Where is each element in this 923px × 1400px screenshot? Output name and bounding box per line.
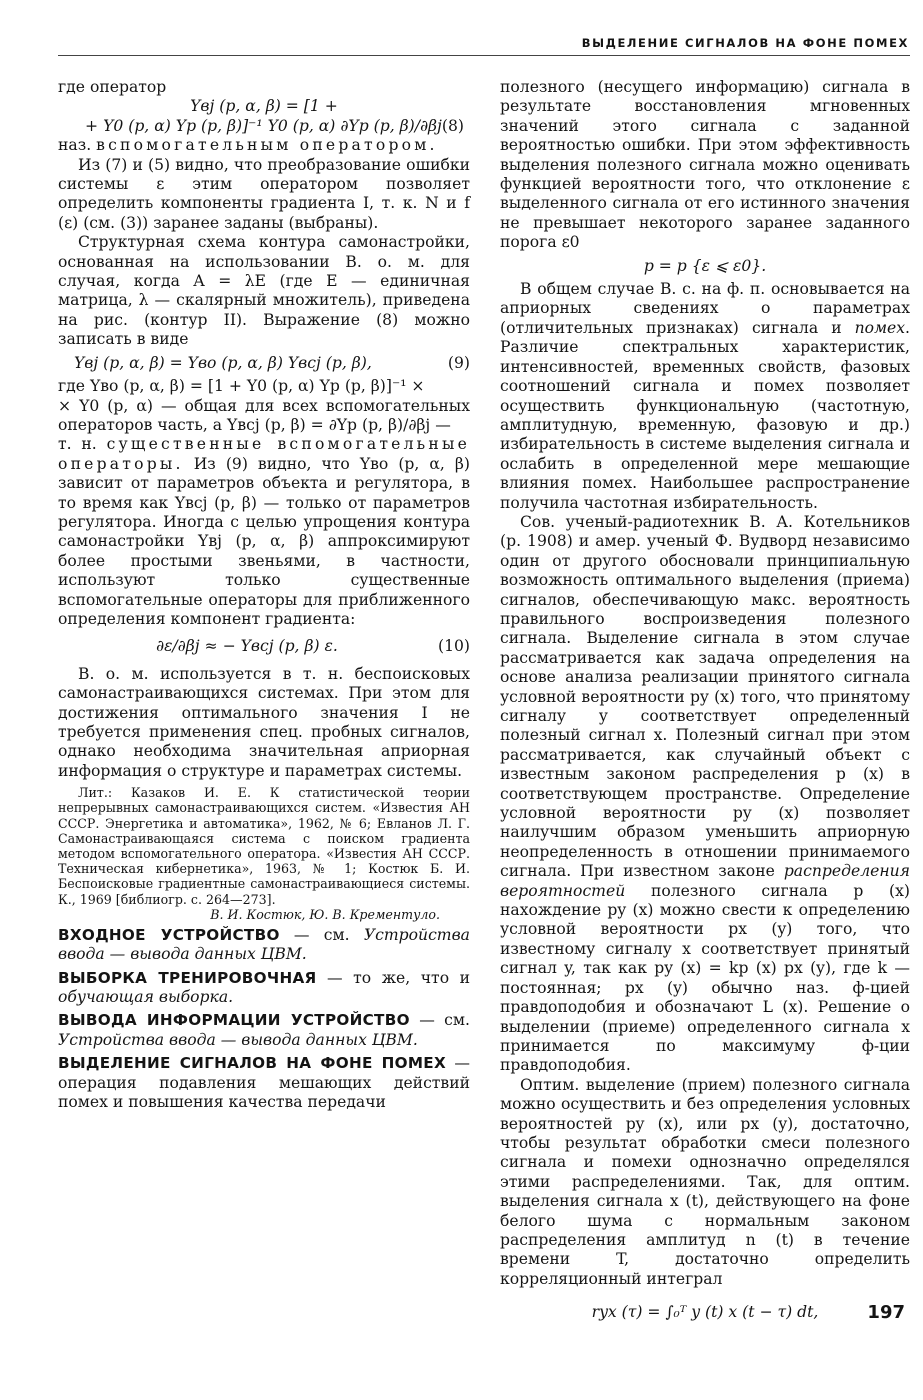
equation-number: (10) bbox=[437, 637, 470, 656]
paragraph bbox=[500, 280, 910, 513]
entry-headword: ВЫДЕЛЕНИЕ СИГНАЛОВ НА ФОНЕ ПОМЕХ bbox=[58, 1054, 446, 1073]
formula-10 bbox=[58, 637, 470, 656]
equation-number: (9) bbox=[447, 353, 470, 372]
paragraph bbox=[58, 136, 470, 155]
text-run: Сов. ученый-радиотехник В. А. Котельников (р. 1908) и амер. ученый Ф. Вудворд независимо один от другого обосновали принципиальную возможность оптимального выделения (приема) сигналов, обеспечивающую макс. вероятность правильного воспроизведения полезного сигнала. Выделение сигнала в этом случае рассматривается как задача определения на основе анализа реализации принятого сигнала условной вероятности py (x) того, что принятому сигналу y соответствует определенный полезный сигнал x. Полезный сигнал при этом рассматривается, как случайный объект с известным законом распределения p (x) в соответствующем пространстве. Определение условной вероятности py (x) позволяет наилучшим образом уменьшить априорную неопределенность в отношении принимаемого сигнала. При известном законе bbox=[500, 512, 910, 881]
formula-9 bbox=[58, 354, 470, 373]
formula-8-line2 bbox=[58, 117, 470, 136]
formula-9-body: Yвj (p, α, β) = Yво (p, α, β) Yвсj (p, β), bbox=[74, 353, 372, 372]
page-number: 197 bbox=[867, 1302, 905, 1323]
header-rule bbox=[58, 55, 910, 56]
text-run: В общем случае В. с. на ф. п. основывается на априорных сведениях о параметрах (отличительных признаках) сигнала и bbox=[500, 280, 910, 337]
paragraph bbox=[500, 513, 910, 1076]
text-run: т. н. bbox=[58, 435, 97, 454]
cross-reference[interactable]: обучающая выборка. bbox=[58, 988, 234, 1007]
formula-probability: p = p {ε ⩽ ε0}. bbox=[643, 256, 767, 275]
entry-text: — см. bbox=[409, 1011, 470, 1030]
cross-reference[interactable]: Устройства ввода — вывода данных ЦВМ. bbox=[58, 1030, 418, 1049]
spaced-term: существенные вспомогательные операторы. bbox=[58, 435, 471, 473]
paragraph: × Y0 (p, α) — общая для всех вспомогательных операторов часть, а Yвсj (p, β) = ∂Yp (p, β)/∂βj — bbox=[58, 396, 470, 434]
entry-headword: ВЫБОРКА ТРЕНИРОВОЧНАЯ bbox=[58, 968, 317, 987]
paragraph: полезного (несущего информацию) сигнала в результате восстановления мгновенных значений этого сигнала с заданной вероятностью ошибки. При этом эффективность выделения полезного сигнала можно оценивать функцией вероятности того, что отклонение ε выделенного сигнала от его истинного значения не превышает некоторого заранее заданного порога ε0 bbox=[500, 78, 910, 252]
authors: В. И. Костюк, Ю. В. Крементуло. bbox=[210, 906, 440, 922]
paragraph bbox=[58, 435, 470, 629]
entry-text: — то же, что и bbox=[316, 968, 470, 987]
text-run: . Различие спектральных характеристик, интенсивностей, временных свойств, фазовых соотношений сигнала и помех позволяет осуществить функциональную (частотную, амплитудную, временную, фазовую и др.) избирательность в системе выделения сигнала и ослабить в определенной мере мешающие влияния помех. Наибольшее распространение получила частотная избирательность. bbox=[500, 318, 910, 512]
formula-10-body: ∂ε/∂βj ≈ − Yвсj (p, β) ε. bbox=[156, 637, 338, 656]
dictionary-entry bbox=[58, 1054, 470, 1112]
paragraph: В. о. м. используется в т. н. беспоисковых самонастраивающихся системах. При этом для достижения оптимального значения I не требуется применения спец. пробных сигналов, однако необходима значительная априорная информация о структуре и параметрах системы. bbox=[58, 664, 470, 780]
dictionary-entry bbox=[58, 926, 470, 965]
paragraph: где Yво (p, α, β) = [1 + Y0 (p, α) Yp (p, β)]⁻¹ × bbox=[58, 377, 425, 396]
text-run: полезного сигнала p (x) нахождение py (x) можно свести к определению условной вероятности px (y) того, что известному сигналу x соответствует принятый сигнал y, так как py (x) = kp (x) px (y), где k — постоянная; px (y) обычно наз. ф-цией правдоподобия и обозначают L (x). Решение о выделении (приеме) определенного сигнала x принимается по максимуму ф-ции правдоподобия. bbox=[500, 881, 910, 1075]
text-run: наз. bbox=[58, 136, 92, 155]
dictionary-entry bbox=[58, 969, 470, 1008]
cross-reference[interactable]: Устройства ввода — вывода данных ЦВМ. bbox=[58, 925, 470, 964]
cross-reference[interactable]: помех bbox=[854, 318, 906, 337]
paragraph: Оптим. выделение (прием) полезного сигнала можно осуществить и без определения условных вероятностей py (x), или px (y), достаточно, чтобы результат обработки смеси полезного сигнала и помехи однозначно определялся этими распределениями. Так, для оптим. выделения сигнала x (t), действующего на фоне белого шума с нормальным законом распределения амплитуд n (t) в течение времени T, достаточно определить корреляционный интеграл bbox=[500, 1075, 910, 1288]
running-head: ВЫДЕЛЕНИЕ СИГНАЛОВ НА ФОНЕ ПОМЕХ bbox=[581, 36, 909, 50]
cross-reference[interactable]: распределения вероятностей bbox=[500, 862, 910, 900]
formula-8-line1: Yвj (p, α, β) = [1 + bbox=[190, 97, 338, 116]
dictionary-entry bbox=[58, 1011, 470, 1050]
entry-text: — см. bbox=[279, 925, 364, 944]
paragraph: где оператор bbox=[58, 78, 167, 96]
text-run: Из (9) видно, что Yво (p, α, β) зависит от параметров объекта и регулятора, в то время как Yвсj (p, β) — только от параметров регулятора. Иногда с целью упрощения контура самонастройки Yвj (p, α, β) аппроксимируют более простыми звеньями, в частности, используют только существенные вспомогательные операторы для приближенного определения компонент градиента: bbox=[58, 454, 470, 628]
equation-number: (8) bbox=[441, 116, 464, 135]
entry-headword: ВХОДНОЕ УСТРОЙСТВО bbox=[58, 925, 280, 944]
right-column bbox=[500, 78, 910, 1323]
paragraph: Из (7) и (5) видно, что преобразование ошибки системы ε этим оператором позволяет определить компоненты градиента I, т. к. N и f (ε) (см. (3)) заранее заданы (выбраны). bbox=[58, 155, 470, 232]
literature-list: Лит.: Казаков И. Е. К статистической теории непрерывных самонастраивающихся систем. «Известия АН СССР. Энергетика и автоматика», 1962, № 6; Евланов Л. Г. Самонастраивающаяся система с поиском градиента методом вспомогательного оператора. «Известия АН СССР. Техническая кибернетика», 1963, № 1; Костюк Б. И. Беспоисковые градиентные самонастраивающиеся системы. К., 1969 [библиогр. с. 264—273]. bbox=[58, 785, 470, 907]
spaced-term: вспомогательным оператором. bbox=[96, 136, 438, 155]
formula-correlation-integral: ryx (τ) = ∫₀ᵀ y (t) x (t − τ) dt, bbox=[591, 1303, 819, 1322]
entry-text: — операция подавления мешающих действий помех и повышения качества передачи bbox=[58, 1054, 470, 1112]
paragraph: Структурная схема контура самонастройки, основанная на использовании В. о. м. для случая, когда A = λE (где E — единичная матрица, λ — скалярный множитель), приведена на рис. (контур II). Выражение (8) можно записать в виде bbox=[58, 233, 470, 349]
formula-8-body: + Y0 (p, α) Yp (p, β)]⁻¹ Y0 (p, α) ∂Yp (p, β)/∂βj bbox=[85, 116, 442, 135]
left-column bbox=[58, 78, 470, 1113]
entry-headword: ВЫВОДА ИНФОРМАЦИИ УСТРОЙСТВО bbox=[58, 1011, 410, 1030]
